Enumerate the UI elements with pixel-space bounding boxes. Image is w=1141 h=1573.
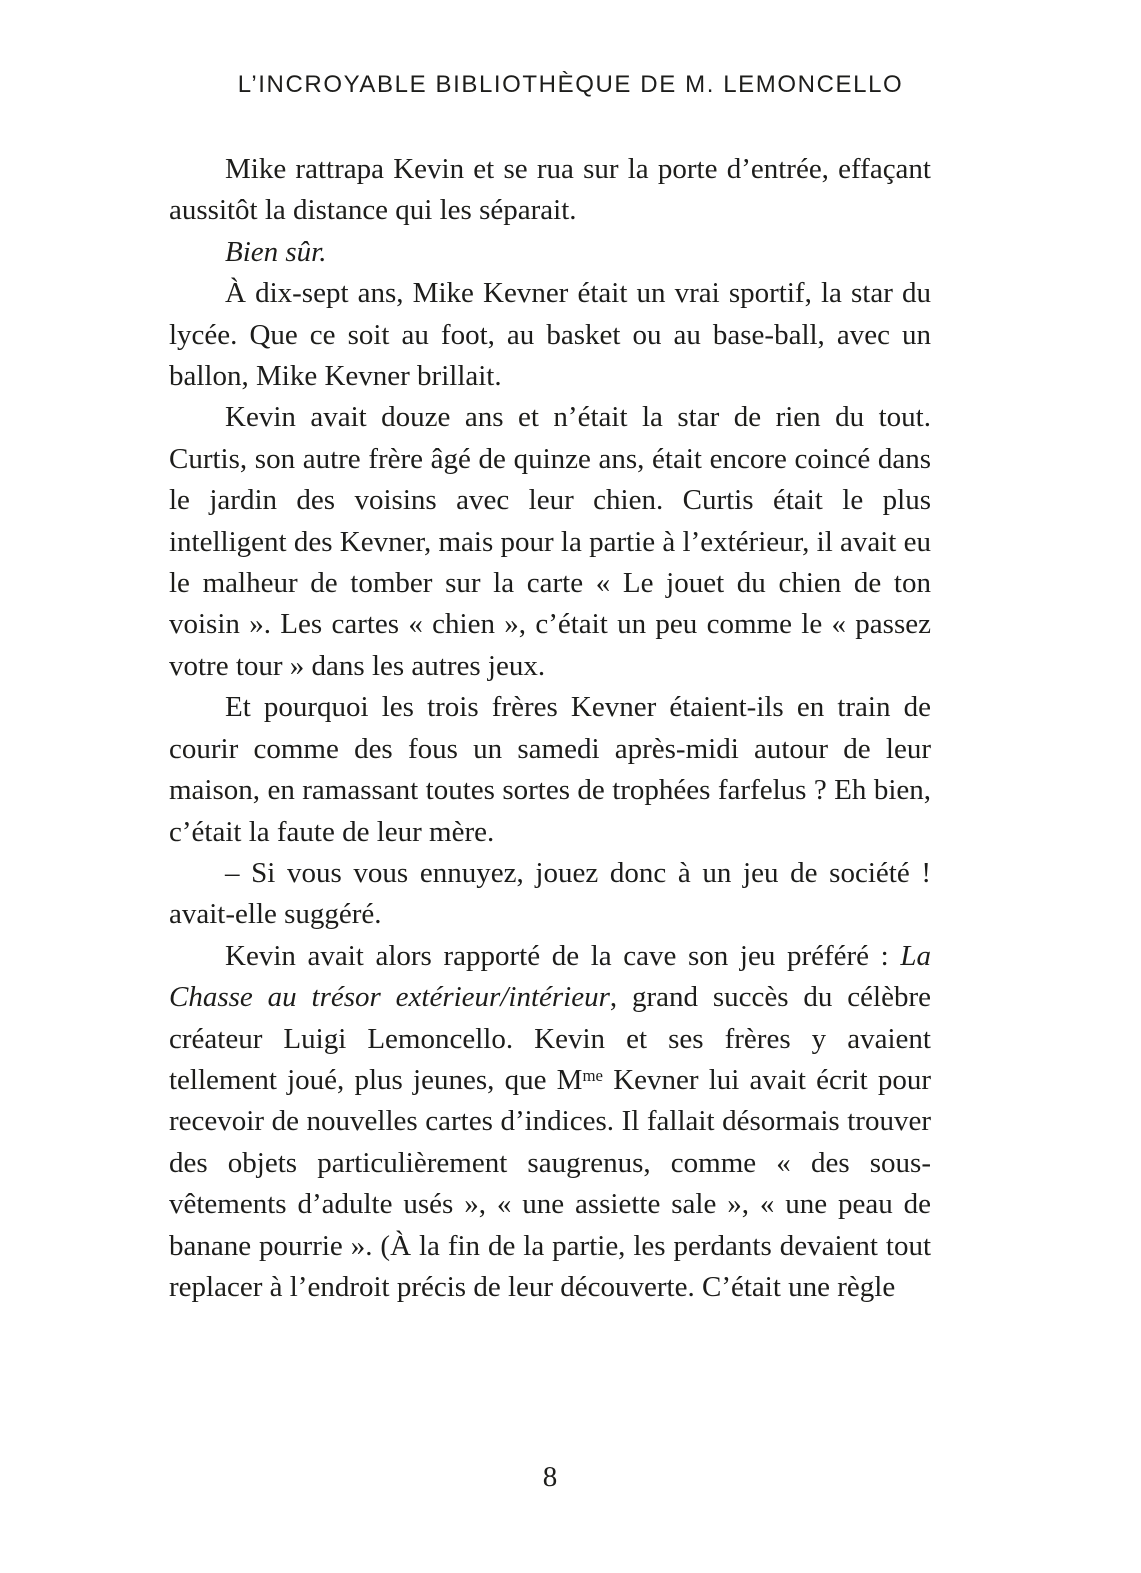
text-run: Mike rattrapa Kevin et se rua sur la porte d’entrée, effaçant aussitôt la distance qui les séparait. [169,153,931,227]
paragraph-1 [169,149,931,232]
text-run: Kevin avait alors rapporté de la cave son jeu préféré : [225,939,901,972]
text-run: , grand succès du célèbre créateur Luigi Lemoncello. Kevin et ses frères y avaient tellement joué, plus jeunes, que M [169,981,931,1096]
page-body [169,149,931,1308]
text-run: À dix-sept ans, Mike Kevner était un vrai sportif, la star du lycée. Que ce soit au foot, au basket ou au base-ball, avec un ballon, Mike Kevner brillait. [169,277,931,393]
running-header: L’INCROYABLE BIBLIOTHÈQUE DE M. LEMONCELLO [237,71,904,98]
text-run: Bien sûr. [225,235,327,268]
text-run: Kevner lui avait écrit pour recevoir de nouvelles cartes d’indices. Il fallait désormais trouver des objets particulièrement saugrenus, comme « des sous-vêtements d’adulte usés », « une assiette sale », « une peau de banane pourrie ». (À la fin de la partie, les perdants devaient tout replacer à l’endroit précis de leur découverte. C’était une règle [169,1063,931,1303]
page-number: 8 [542,1461,558,1493]
text-run: Et pourquoi les trois frères Kevner étaient-ils en train de courir comme des fous un samedi après-midi autour de leur maison, en ramassant toutes sortes de trophées farfelus ? Eh bien, c’était la faute de leur mère. [169,691,931,848]
paragraph-3 [169,273,931,397]
text-run: La Chasse au trésor extérieur/intérieur [169,939,931,1014]
text-run: me [582,1065,603,1085]
paragraph-6 [169,853,931,936]
text-run: – Si vous vous ennuyez, jouez donc à un jeu de société ! avait-elle suggéré. [169,856,931,931]
paragraph-5 [169,687,931,853]
paragraph-7 [169,936,931,1309]
text-run: Kevin avait douze ans et n’était la star de rien du tout. Curtis, son autre frère âgé de quinze ans, était encore coincé dans le jardin des voisins avec leur chien. Curtis était le plus intelligent des Kevner, mais pour la partie à l’extérieur, il avait eu le malheur de tomber sur la carte « Le jouet du chien de ton voisin ». Les cartes « chien », c’était un peu comme le « passez votre tour » dans les autres jeux. [169,401,931,682]
paragraph-2 [169,232,931,273]
paragraph-4 [169,397,931,687]
